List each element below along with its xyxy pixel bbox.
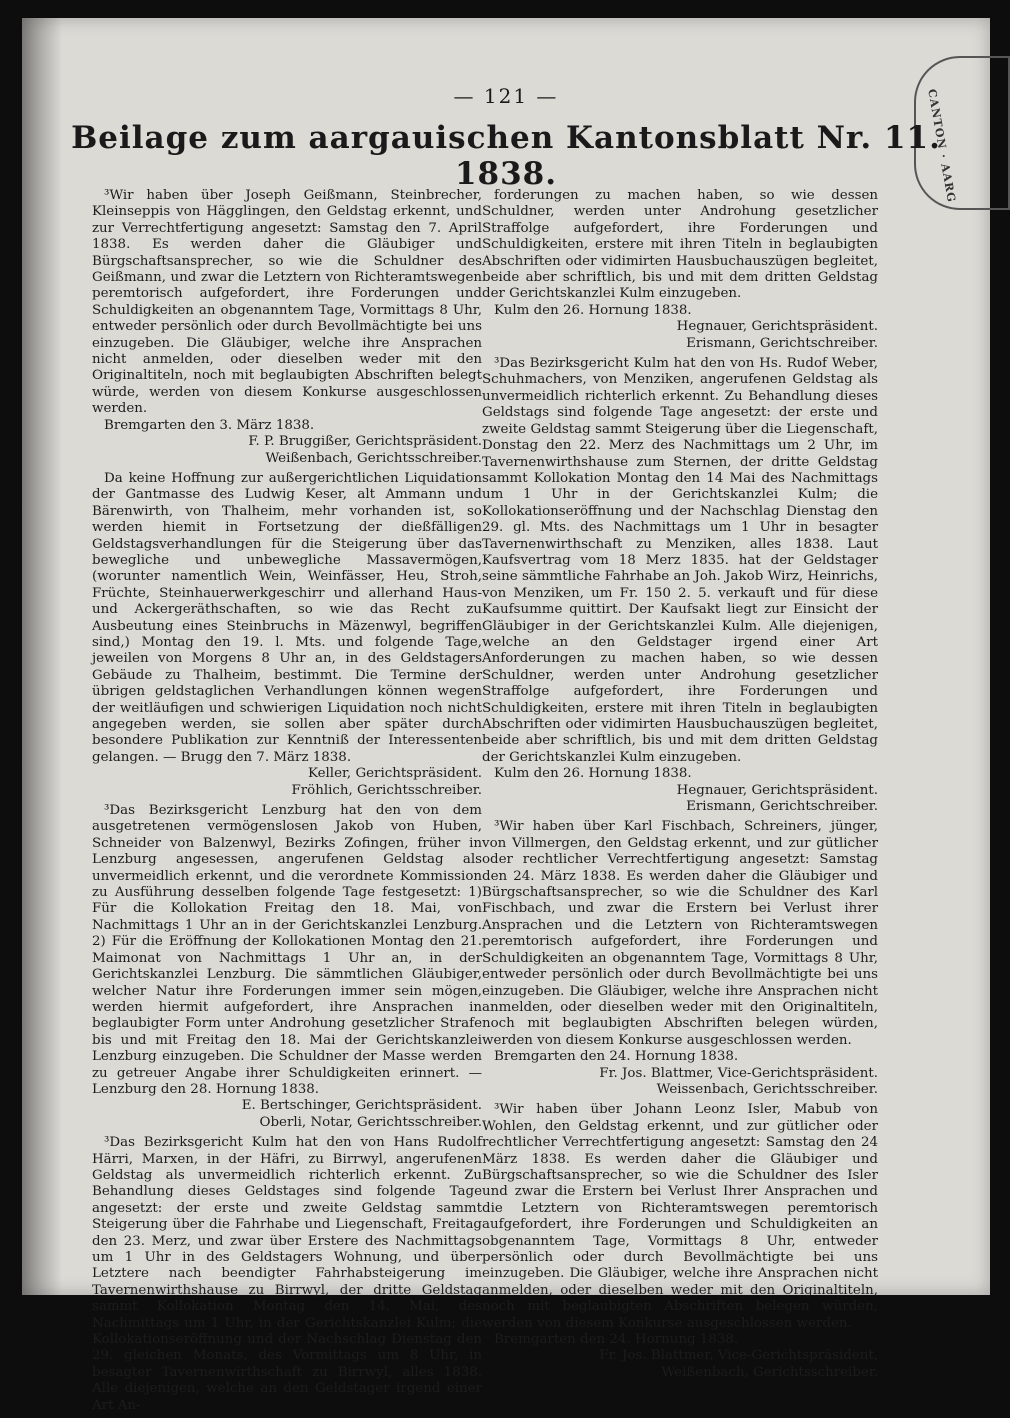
notice-signature: E. Bertschinger, Gerichtspräsident. <box>241 1098 482 1114</box>
notice-body: ³Das Bezirksgericht Kulm hat den von Hans Rudolf Härri, Marxen, in der Häfri, zu Birrwyl, angerufenen Geldstag als unvermeidlich richterlich erkennt. Zu Behandlung dieses Geldstages sind folgende Tage angesetzt: der erste und zweite Geldstag sammt Steigerung über die Fahrhabe und Liegenschaft, Freitag den 23. Merz, und zwar über Erstere des Nachmittags um 1 Uhr in des Geldstagers Wohnung, und über Letztere nach beendigter Fahrhabsteigerung im Tavernenwirthshause zu Birrwyl, der dritte Geldstag sammt Kollokation Montag den 14. Mai, des Nachmittags um 1 Uhr, in der Gerichtskanzlei Kulm; die Kollokationseröffnung und der Nachschlag Dienstag den 29. gleichen Monats, des Vormittags um 8 Uhr, in besagter Tavernenwirthschaft zu Birrwyl, alles 1838. Alle diejenigen, welche an den Geldstager irgend einer Art An- <box>92 1135 482 1413</box>
notice-body: ³Wir haben über Karl Fischbach, Schreiners, jünger, von Villmergen, den Geldstag erkennt, und zur gütlicher oder rechtlicher Verrechtfertigung angesetzt: Samstag den 24. März 1838. Es werden daher die Gläubiger und Bürgschaftsansprecher, so wie die Schuldner des Karl Fischbach, und zwar die Erstern bei Verlust ihrer Ansprachen und die Letztern von Richteramtswegen peremtorisch aufgefordert, ihre Forderungen und Schuldigkeiten an obgenanntem Tage, Vormittags 8 Uhr, entweder persönlich oder durch Bevollmächtigte bei uns einzugeben. Die Gläubiger, welche ihre Ansprachen nicht anmelden, oder dieselben weder mit den Originaltiteln, noch mit beglaubigten Abschriften belegen würden, werden von diesem Konkurse ausgeschlossen werden. <box>482 819 878 1048</box>
notice-body: ³Das Bezirksgericht Lenzburg hat den von dem ausgetretenen vermögenslosen Jakob von Huben, Schneider von Balzenwyl, Bezirks Zofingen, früher in Lenzburg angesessen, angerufenen Geldstag als unvermeidlich erkennt, und die verordnete Kommission zu Ausführung desselben folgende Tage festgesetzt: 1) Für die Kollokation Freitag den 18. Mai, von Nachmittags 1 Uhr an in der Gerichtskanzlei Lenzburg. 2) Für die Eröffnung der Kollokationen Montag den 21. Maimonat von Nachmittags 1 Uhr an, in der Gerichtskanzlei Lenzburg. Die sämmtlichen Gläubiger, welcher Natur ihre Forderungen immer sein mögen, werden hiermit aufgefordert, ihre Ansprachen in beglaubigter Form unter Androhung gesetzlicher Strafe bis und mit Freitag den 18. Mai der Gerichtskanzlei Lenzburg einzugeben. Die Schuldner der Masse werden zu getreuer Angabe ihrer Schuldigkeiten erinnert. — Lenzburg den 28. Hornung 1838. <box>92 803 482 1097</box>
notice-signature: F. P. Bruggißer, Gerichtspräsident. <box>248 434 482 450</box>
notice <box>482 356 878 815</box>
notice <box>482 188 878 352</box>
notice <box>92 803 482 1131</box>
page-number: — 121 — <box>453 84 559 108</box>
right-column <box>482 188 878 1385</box>
newspaper-page <box>22 18 990 1413</box>
notice <box>482 1102 878 1381</box>
notice-signature: Weißenbach, Gerichtsschreiber. <box>265 450 482 466</box>
page-title: Beilage zum aargauischen Kantonsblatt Nr. 11. 1838. <box>71 120 941 192</box>
notice-signature: Keller, Gerichtspräsident. <box>307 766 482 782</box>
binding-shadow <box>22 18 62 1295</box>
notice <box>92 1135 482 1414</box>
notice-body: Da keine Hoffnung zur außergerichtlichen Liquidation der Gantmasse des Ludwig Keser, alt Ammann und Bärenwirth, von Thalheim, mehr vorhanden ist, so werden hiemit in Fortsetzung der dießfälligen Geldstagsverhandlungen für die Steigerung über das bewegliche und unbewegliche Massavermögen, (worunter namentlich Wein, Weinfässer, Heu, Stroh, Früchte, Steinhauerwerkgeschirr und allerhand Haus- und Ackergeräthschaften, so wie das Recht zu Ausbeutung eines Steinbruchs in Mäzenwyl, begriffen sind,) Montag den 19. l. Mts. und folgende Tage, jeweilen von Morgens 8 Uhr an, in des Geldstagers Gebäude zu Thalheim, bestimmt. Die Termine der übrigen geldstaglichen Verhandlungen können wegen der weitläufigen und schwierigen Liquidation noch nicht angegeben werden, sie sollen aber später durch besondere Publikation zur Kenntniß der Interessenten gelangen. — Brugg den 7. März 1838. <box>92 470 482 765</box>
notice-date: Bremgarten den 24. Hornung 1838. <box>494 1332 739 1348</box>
notice-signature: Erismann, Gerichtschreiber. <box>686 335 878 351</box>
notice-body: ³Wir haben über Joseph Geißmann, Steinbrecher, Kleinseppis von Hägglingen, den Geldstag erkennt, und zur Verrechtfertigung angesetzt: Samstag den 7. April 1838. Es werden daher die Gläubiger und Bürgschaftsansprecher, so wie die Schuldner des Geißmann, und zwar die Letztern von Richteramtswegen peremtorisch aufgefordert, ihre Forderungen und Schuldigkeiten an obgenanntem Tage, Vormittags 8 Uhr, entweder persönlich oder durch Bevollmächtigte bei uns einzugeben. Die Gläubiger, welche ihre Ansprachen nicht anmelden, oder dieselben weder mit den Originaltiteln, noch mit beglaubigten Abschriften belegt würde, werden von diesem Konkurse ausgeschlossen werden. <box>92 188 482 417</box>
notice-signature: Hegnauer, Gerichtspräsident. <box>676 319 878 335</box>
stamp-text: CANTON · AARG <box>925 88 959 204</box>
notice-body: forderungen zu machen haben, so wie dessen Schuldner, werden unter Androhung gesetzlicher Straffolge aufgefordert, ihre Forderungen und Schuldigkeiten, erstere mit ihren Titeln in beglaubigten Abschriften oder vidimirten Hausbuchauszügen begleitet, beide aber schriftlich, bis und mit dem dritten Geldstag der Gerichtskanzlei Kulm einzugeben. <box>482 188 878 302</box>
notice-signature: Erismann, Gerichtschreiber. <box>686 799 878 815</box>
notice-signature: Fröhlich, Gerichtsschreiber. <box>291 782 482 798</box>
left-column <box>92 188 482 1418</box>
notice-date: Kulm den 26. Hornung 1838. <box>494 766 692 782</box>
notice-body: ³Wir haben über Johann Leonz Isler, Mabub von Wohlen, den Geldstag erkennt, und zur gütlicher oder rechtlicher Verrechtfertigung angesetzt: Samstag den 24 März 1838. Es werden daher die Gläubiger und Bürgschaftsansprecher, so wie die Schuldner des Isler und zwar die Erstern bei Verlust Ihrer Ansprachen und die Letztern von Richteramtswegen peremtorisch aufgefordert, ihre Forderungen und Schuldigkeiten an obgenanntem Tage, Vormittags 8 Uhr, entweder persönlich oder durch Bevollmächtigte bei uns einzugeben. Die Gläubiger, welche ihre Ansprachen nicht anmelden, oder dieselben weder mit den Originaltiteln, noch mit beglaubigten Abschriften belegen würden, werden von diesem Konkurse ausgeschlossen werden. <box>482 1102 878 1331</box>
notice-signature: Weissenbach, Gerichtsschreiber. <box>656 1081 878 1097</box>
notice-signature: Fr. Jos. Blattmer, Vice-Gerichtspräsident. <box>599 1065 878 1081</box>
notice-signature: Weißenbach, Gerichtsschreiber. <box>661 1364 878 1380</box>
notice <box>482 819 878 1098</box>
notice-date: Kulm den 26. Hornung 1838. <box>494 302 692 318</box>
notice-date: Bremgarten den 24. Hornung 1838. <box>494 1049 739 1065</box>
notice <box>92 471 482 799</box>
notice-signature: Hegnauer, Gerichtspräsident. <box>676 782 878 798</box>
notice-signature: Fr. Jos. Blattmer, Vice-Gerichtspräsident, <box>599 1348 878 1364</box>
notice-signature: Oberli, Notar, Gerichtsschreiber. <box>259 1114 482 1130</box>
notice-body: ³Das Bezirksgericht Kulm hat den von Hs. Rudof Weber, Schuhmachers, von Menziken, angerufenen Geldstag als unvermeidlich richterlich erkennt. Zu Behandlung dieses Geldstags sind folgende Tage angesetzt: der erste und zweite Geldstag sammt Steigerung über die Liegenschaft, Donstag den 22. Merz des Nachmittags um 2 Uhr, im Tavernenwirthshause zum Sternen, der dritte Geldstag sammt Kollokation Montag den 14 Mai des Nachmittags um 1 Uhr in der Gerichtskanzlei Kulm; die Kollokationseröffnung und der Nachschlag Dienstag den 29. gl. Mts. des Nachmittags um 1 Uhr in besagter Tavernenwirthschaft zu Menziken, alles 1838. Laut Kaufsvertrag vom 18 Merz 1835. hat der Geldstager seine sämmtliche Fahrhabe an Joh. Jakob Wirz, Heinrichs, von Menziken, um Fr. 150 2. 5. verkauft und für diese Kaufsumme quittirt. Der Kaufsakt liegt zur Einsicht der Gläubiger in der Gerichtskanzlei Kulm. Alle diejenigen, welche an den Geldstager irgend einer Art Anforderungen zu machen haben, so wie dessen Schuldner, werden unter Androhung gesetzlicher Straffolge aufgefordert, ihre Forderungen und Schuldigkeiten, erstere mit ihren Titeln in beglaubigten Abschriften oder vidimirten Hausbuchauszügen begleitet, beide aber schriftlich, bis und mit dem dritten Geldstag der Gerichtskanzlei Kulm einzugeben. <box>482 356 878 765</box>
notice <box>92 188 482 467</box>
notice-date: Bremgarten den 3. März 1838. <box>104 417 315 433</box>
